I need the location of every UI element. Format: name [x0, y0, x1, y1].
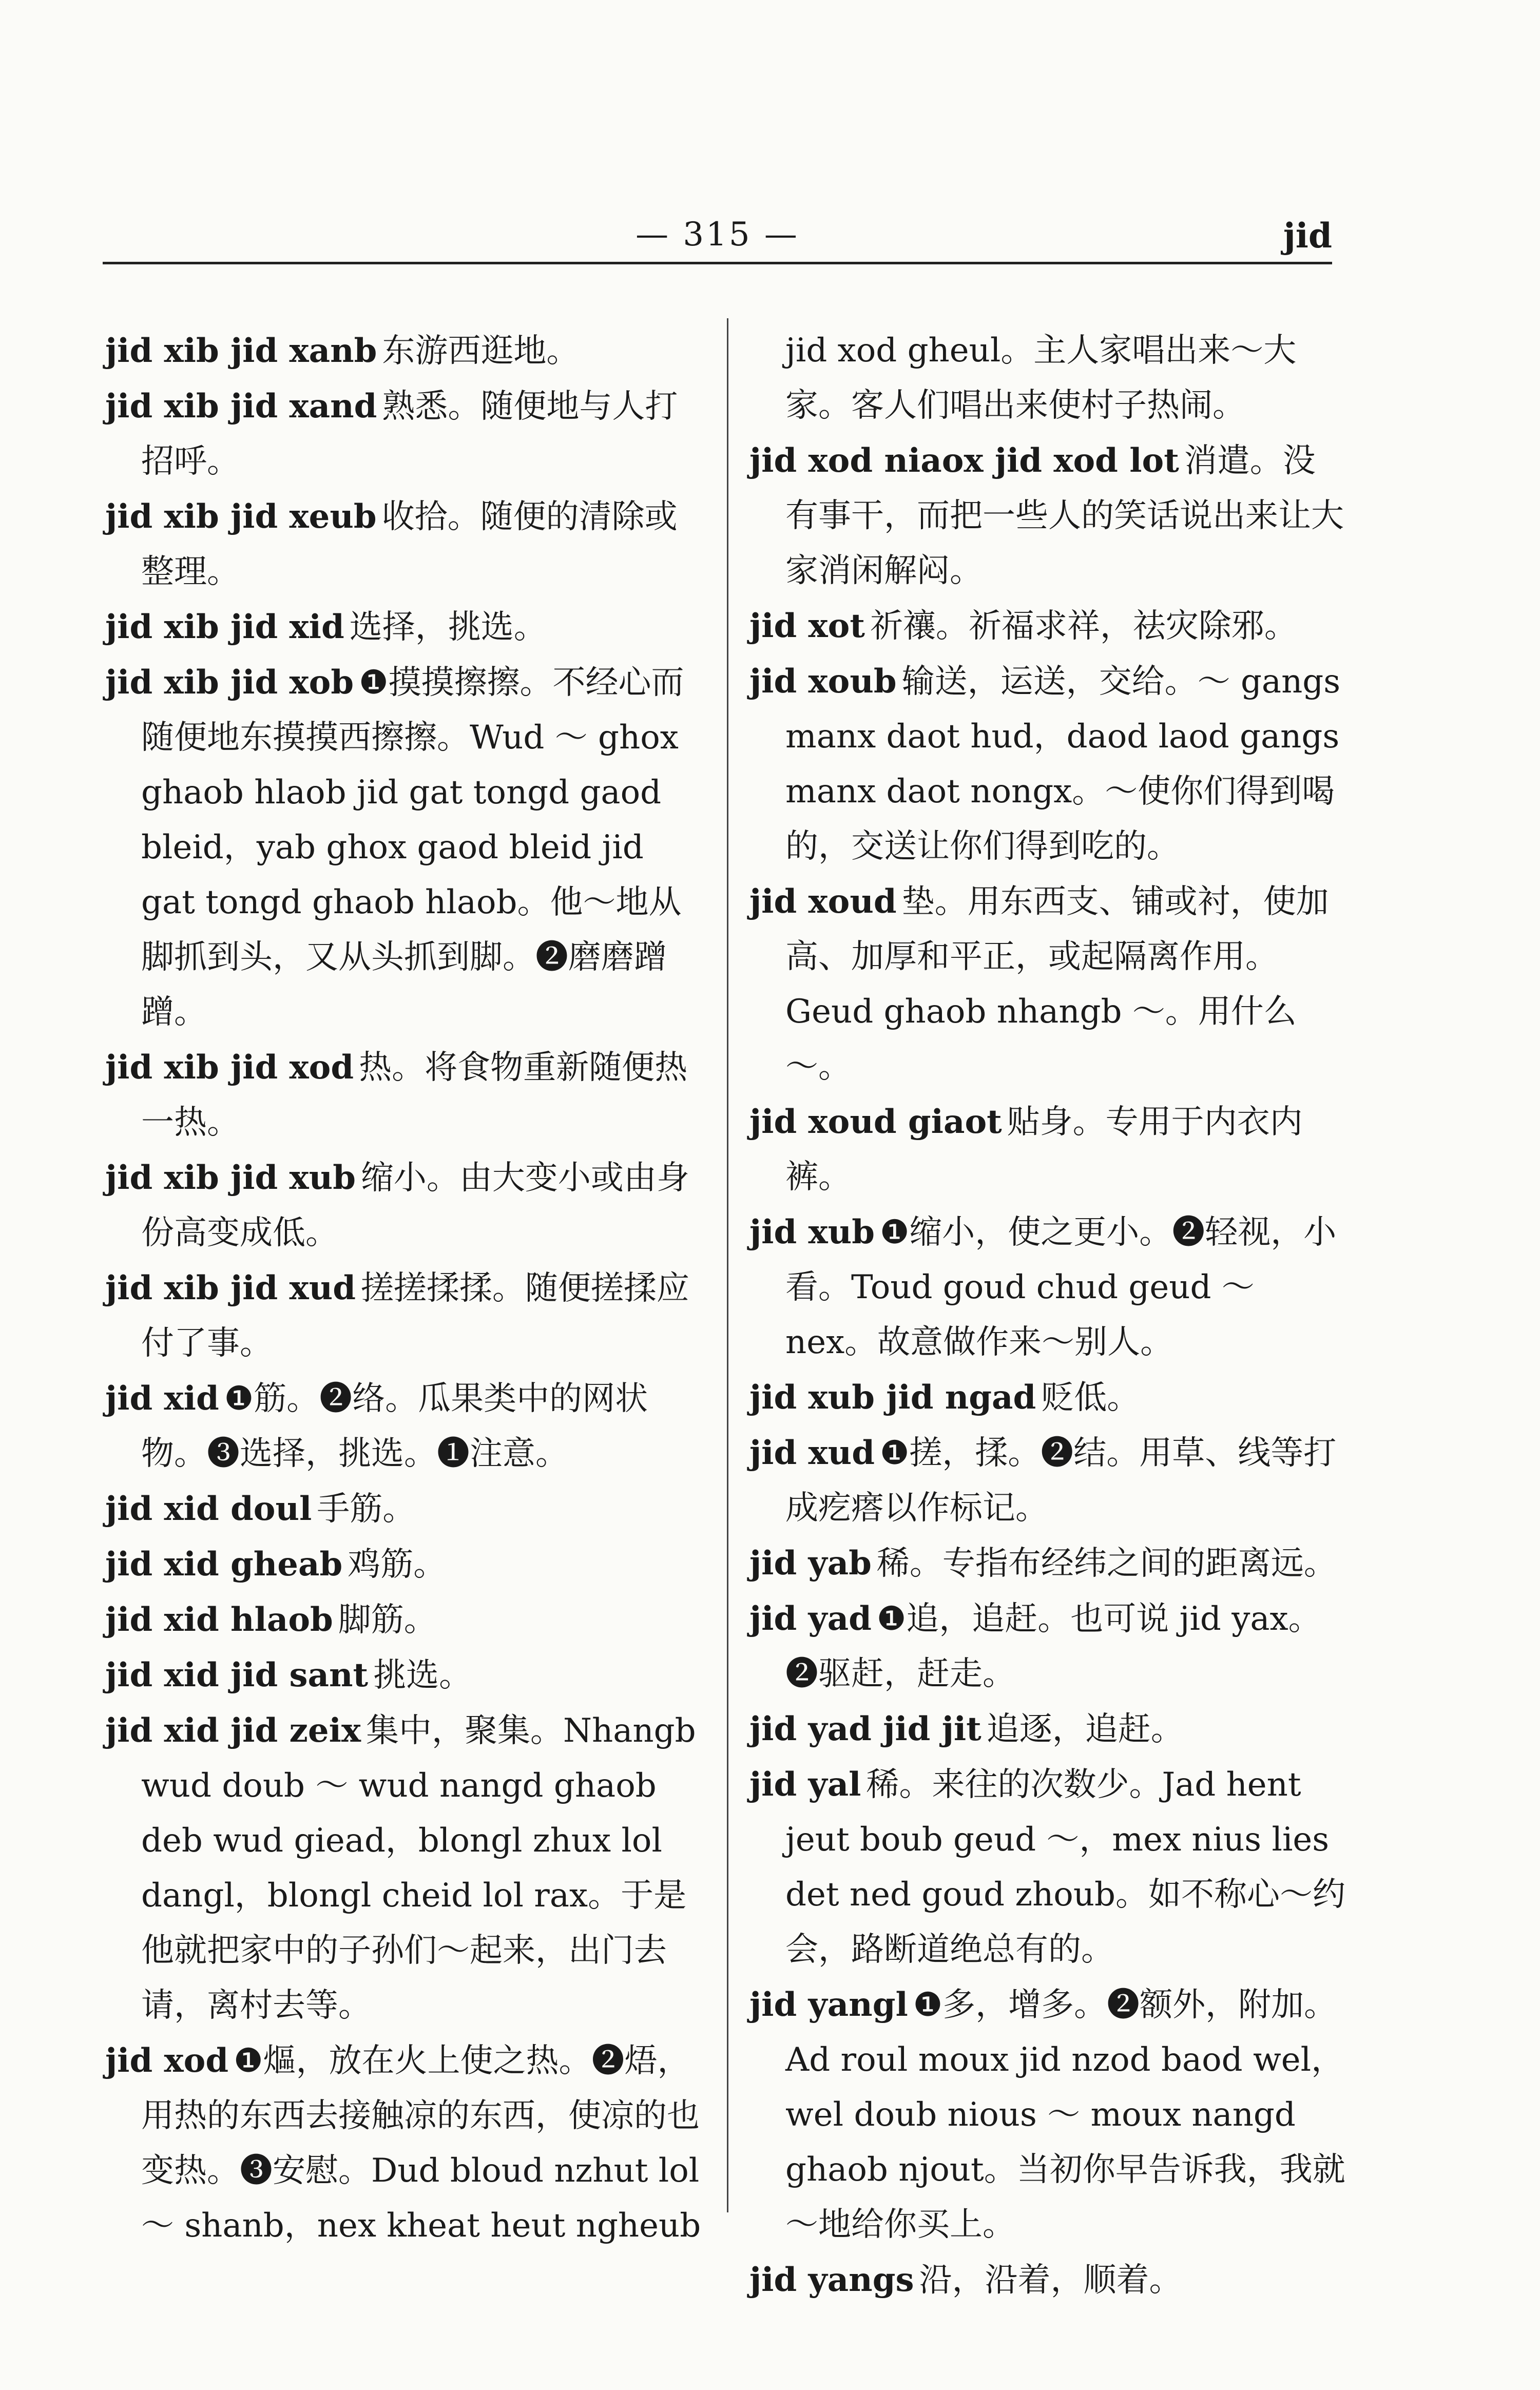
entry-headword: jid xid jid zeix — [105, 1711, 361, 1750]
entry-definition: 稀。来往的次数少。Jad hent jeut boub geud ～，mex nius lies det ned goud zhoub。如不称心～约会，路断道绝总有的。 — [785, 1766, 1345, 1969]
entry-definition: 输送，运送，交给。～ gangs manx daot hud，daod laod gangs manx daot nongx。～使你们得到喝的，交送让你们得到吃的。 — [785, 663, 1341, 865]
dictionary-entry — [749, 1977, 1348, 2252]
entry-headword: jid xib jid xanb — [105, 332, 377, 370]
entry-definition: 消遣。没有事干，而把一些人的笑话说出来让大家消闲解闷。 — [785, 442, 1344, 590]
entry-headword: jid xib jid xand — [105, 387, 377, 426]
entry-headword: jid xid jid sant — [105, 1656, 369, 1694]
dictionary-entry — [749, 2252, 1348, 2308]
entry-definition: ❶缩小，使之更小。❷轻视，小看。Toud goud chud geud ～ nex。故意做作来～别人。 — [785, 1213, 1337, 1361]
entry-headword: jid xoud — [749, 882, 897, 921]
dictionary-entry — [749, 323, 1348, 433]
entry-definition: 手筋。 — [317, 1490, 416, 1528]
entry-headword: jid yad jid jit — [749, 1710, 981, 1748]
entry-definition: 追逐，追赶。 — [986, 1710, 1184, 1748]
entry-headword: jid yangs — [749, 2261, 914, 2299]
dictionary-entry — [105, 600, 703, 655]
guide-word: jid — [1283, 216, 1332, 256]
entry-headword: jid xib jid xud — [105, 1269, 356, 1307]
dictionary-entry — [749, 1094, 1348, 1205]
dictionary-entry — [105, 379, 703, 489]
dictionary-entry — [105, 1371, 703, 1481]
dictionary-entry — [749, 874, 1348, 1094]
dictionary-entry — [749, 1370, 1348, 1425]
entry-headword: jid xid gheab — [105, 1545, 343, 1584]
left-column — [105, 323, 703, 2253]
dictionary-entry — [105, 323, 703, 379]
column-divider — [727, 318, 728, 2212]
entry-headword: jid xoub — [749, 662, 897, 701]
entry-definition: 垫。用东西支、铺或衬，使加高、加厚和平正，或起隔离作用。Geud ghaob nhangb ～。用什么～。 — [785, 883, 1329, 1086]
entry-headword: jid yangl — [749, 1986, 908, 2024]
entry-headword: jid xid hlaob — [105, 1601, 333, 1639]
page-header — [103, 205, 1332, 264]
entry-definition: 鸡筋。 — [348, 1546, 447, 1584]
entry-definition: 挑选。 — [373, 1656, 472, 1694]
entry-definition: 东游西逛地。 — [382, 332, 580, 370]
entry-headword: jid xub jid ngad — [749, 1378, 1036, 1417]
dictionary-entry — [105, 1040, 703, 1150]
entry-definition: 缩小。由大变小或由身份高变成低。 — [141, 1159, 689, 1252]
dictionary-entry — [749, 433, 1348, 599]
dictionary-entry — [105, 655, 703, 1040]
entry-headword: jid xod niaox jid xod lot — [749, 441, 1179, 480]
entry-definition: 沿，沿着，顺着。 — [919, 2261, 1182, 2299]
dictionary-entry — [749, 1425, 1348, 1536]
dictionary-entry — [105, 1261, 703, 1371]
entry-definition: 熟悉。随便地与人打招呼。 — [141, 388, 678, 480]
entry-definition: ❶多，增多。❷额外，附加。Ad roul moux jid nzod baod wel，wel doub nious ～ moux nangd ghaob njout。当初你早告诉我，我就～地给你买上。 — [785, 1986, 1345, 2244]
dictionary-entry — [105, 1648, 703, 1703]
entry-headword: jid xib jid xub — [105, 1159, 356, 1197]
entry-headword: jid xid — [105, 1379, 219, 1418]
entry-definition: 选择，挑选。 — [349, 608, 547, 646]
dictionary-entry — [749, 1536, 1348, 1591]
entry-definition: 收拾。随便的清除或整理。 — [141, 498, 678, 591]
entry-definition: 脚筋。 — [338, 1601, 437, 1639]
right-column — [749, 323, 1348, 2308]
entry-headword: jid xid doul — [105, 1490, 312, 1528]
entry-headword: jid yad — [749, 1599, 872, 1638]
dictionary-entry — [749, 1757, 1348, 1977]
dictionary-entry — [105, 1703, 703, 2033]
entry-headword: jid xib jid xid — [105, 608, 344, 646]
dictionary-entry — [749, 1205, 1348, 1370]
entry-headword: jid yab — [749, 1544, 872, 1583]
entry-headword: jid xoud giaot — [749, 1103, 1002, 1141]
entry-definition: 搓搓揉揉。随便搓揉应付了事。 — [141, 1269, 689, 1362]
entry-definition: ❶摸摸擦擦。不经心而随便地东摸摸西擦擦。Wud ～ ghox ghaob hlaob jid gat tongd gaod bleid，yab ghox gaod bleid jid gat tongd ghaob hlaob。他～地从脚抓到头，又从头抓到脚。❷磨磨蹭蹭。 — [141, 664, 684, 1031]
entry-definition: 贬低。 — [1041, 1379, 1140, 1417]
entry-headword: jid yal — [749, 1765, 861, 1804]
dictionary-entry — [105, 1592, 703, 1648]
entry-definition: 集中，聚集。Nhangb wud doub ～ wud nangd ghaob deb wud giead，blongl zhux lol dangl，blongl cheid lol rax。于是他就把家中的子孙们～起来，出门去请，离村去等。 — [141, 1712, 696, 2025]
entry-headword: jid xot — [749, 607, 865, 645]
entry-headword: jid xub — [749, 1213, 875, 1251]
entry-definition: ❶追，追赶。也可说 jid yax。❷驱赶，赶走。 — [785, 1600, 1321, 1693]
entry-headword: jid xod — [105, 2041, 229, 2080]
page-number: — 315 — — [636, 216, 799, 254]
entry-headword: jid xib jid xod — [105, 1048, 354, 1087]
entry-definition: 贴身。专用于内衣内裤。 — [785, 1103, 1303, 1196]
dictionary-entry — [749, 1591, 1348, 1702]
entry-headword: jid xib jid xob — [105, 663, 354, 702]
dictionary-entry — [105, 1150, 703, 1261]
dictionary-entry — [105, 2033, 703, 2253]
entry-definition: ❶筋。❷络。瓜果类中的网状物。❸选择，挑选。❶注意。 — [141, 1380, 648, 1473]
dictionary-entry — [749, 654, 1348, 874]
dictionary-entry — [749, 1702, 1348, 1757]
entry-definition: jid xod gheul。主人家唱出来～大家。客人们唱出来使村子热闹。 — [785, 332, 1297, 425]
entry-definition: 稀。专指布经纬之间的距离远。 — [876, 1545, 1337, 1583]
entry-definition: 祈禳。祈福求祥，祛灾除邪。 — [870, 607, 1297, 645]
entry-definition: ❶搓，揉。❷结。用草、线等打成疙瘩以作标记。 — [785, 1434, 1337, 1527]
entry-headword: jid xib jid xeub — [105, 497, 377, 536]
entry-definition: ❶熰，放在火上使之热。❷焐，用热的东西去接触凉的东西，使凉的也变热。❸安慰。Dud bloud nzhut lol ～ shanb，nex kheat heut ngheub — [141, 2042, 701, 2245]
entry-headword: jid xud — [749, 1434, 875, 1472]
entry-definition: 热。将食物重新随便热一热。 — [141, 1049, 688, 1142]
dictionary-entry — [105, 1537, 703, 1592]
dictionary-entry — [749, 599, 1348, 654]
dictionary-entry — [105, 1481, 703, 1537]
dictionary-entry — [105, 489, 703, 600]
